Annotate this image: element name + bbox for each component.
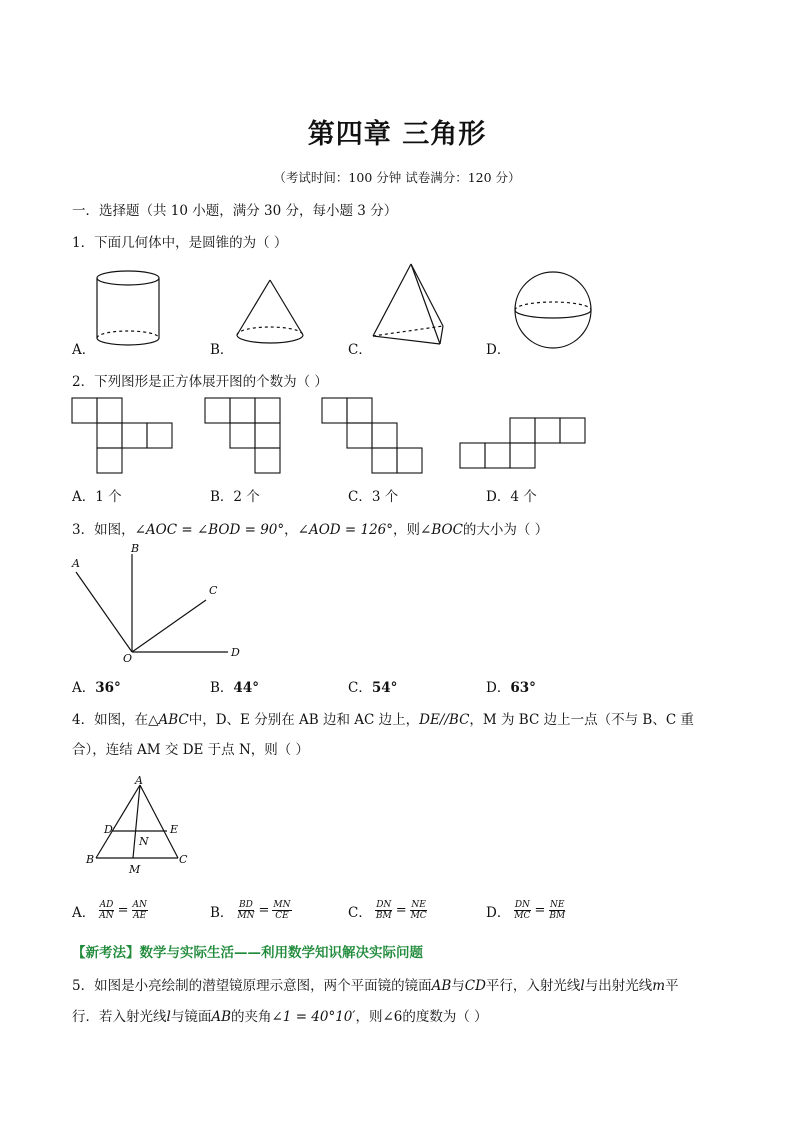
q4-option-c-fraction-2 [410, 900, 428, 921]
q3-option-b [210, 676, 259, 696]
q3-option-b-value: 44° [233, 680, 259, 696]
q3-condition-2: ∠AOD = 126° [297, 522, 394, 538]
q4-option-a [72, 900, 148, 921]
q5-angle: ∠1 = 40°10′ [271, 1009, 356, 1025]
q3-suffix: 的大小为（ ） [462, 522, 549, 538]
q4-option-b-letter: B． [210, 904, 234, 921]
q3-option-c [348, 676, 397, 696]
q4-option-d-fraction-1 [513, 900, 531, 921]
q3-mid: ，则 [393, 522, 421, 538]
q5-text-d: 与出射光线 [584, 978, 653, 994]
cylinder-figure [97, 271, 159, 345]
section-heading: 一．选择题（共 10 小题，满分 30 分，每小题 3 分） [72, 203, 398, 219]
q4-parallel: DE//BC [419, 712, 470, 728]
q4-option-d-letter: D． [486, 904, 511, 921]
fraction-numerator: NE [411, 900, 426, 910]
q5-text-g: 与镜面 [170, 1009, 212, 1025]
q4-option-b-fraction-2 [272, 900, 291, 921]
q3-angle-figure [60, 540, 260, 665]
q1-option-b: B． [210, 342, 234, 358]
q4-option-b [210, 900, 292, 921]
fraction-denominator: MC [514, 911, 531, 921]
fraction-numerator: DN [376, 900, 392, 910]
equals-sign: = [534, 903, 546, 918]
q4-option-a-fraction-2 [132, 900, 148, 921]
q4-triangle: △ABC [148, 712, 189, 728]
question-4-line-2: 合），连结 AM 交 DE 于点 N，则（ ） [72, 742, 310, 758]
q4-label-c: C [179, 853, 188, 866]
q4-label-d: D [104, 823, 113, 836]
q5-text-h: 的夹角 [231, 1009, 272, 1025]
q5-l2: l [166, 1009, 171, 1025]
page-title: 第四章 三角形 [307, 119, 487, 150]
q3-prefix: 3．如图， [72, 522, 135, 538]
fraction-denominator: CE [275, 911, 289, 921]
cone-figure [237, 280, 303, 343]
q4-text-a: 4．如图，在 [72, 712, 149, 728]
q3-target: ∠BOC [420, 522, 463, 538]
q4-option-c-fraction-1 [375, 900, 393, 921]
q5-m: m [652, 978, 666, 994]
new-exam-topic: 数学与实际生活——利用数学知识解决实际问题 [139, 945, 423, 961]
q3-option-b-letter: B． [210, 680, 234, 696]
cube-net-2 [205, 398, 280, 473]
exam-info: （考试时间：100 分钟 试卷满分：120 分） [273, 170, 521, 185]
q5-cd: CD [464, 978, 486, 994]
q5-text-b: 与 [451, 978, 465, 994]
fraction-denominator: BM [549, 911, 566, 921]
q3-option-d [486, 676, 536, 696]
q5-text-e: 平 [665, 978, 679, 994]
pyramid-figure [373, 264, 443, 344]
q1-solids-figure [60, 258, 620, 358]
question-3-stem [72, 518, 548, 538]
q2-nets-figure [60, 390, 600, 480]
q5-text-c: 平行，入射光线 [485, 978, 581, 994]
question-4-line-1 [72, 708, 694, 728]
q5-text-i: ，则∠6的度数为（ ） [355, 1009, 488, 1025]
q2-option-b: B．2 个 [210, 489, 260, 505]
q3-label-b: B [131, 542, 140, 555]
q4-label-m: M [129, 863, 141, 876]
q4-option-d [486, 900, 566, 921]
q4-text-b: 中，D、E 分别在 AB 边和 AC 边上， [188, 712, 420, 728]
fraction-numerator: BD [239, 900, 253, 910]
q3-condition-1: ∠AOC = ∠BOD = 90° [134, 522, 285, 538]
q4-option-a-fraction-1 [98, 900, 114, 921]
q4-option-c-letter: C． [348, 904, 372, 921]
q4-text-c: ，M 为 BC 边上一点（不与 B、C 重 [469, 712, 694, 728]
sphere-figure [515, 272, 591, 348]
q4-label-b: B [86, 853, 95, 866]
q4-label-n: N [139, 835, 149, 848]
q2-option-d: D．4 个 [486, 489, 537, 505]
q4-triangle-figure [78, 775, 198, 880]
new-exam-banner [72, 941, 423, 961]
q1-option-a: A． [72, 342, 96, 358]
q4-label-a: A [135, 775, 143, 787]
q5-l: l [580, 978, 585, 994]
equals-sign: = [395, 903, 407, 918]
q5-text-a: 5．如图是小亮绘制的潜望镜原理示意图，两个平面镜的镜面 [72, 978, 432, 994]
q3-label-o: O [123, 652, 133, 665]
q3-option-a-letter: A． [72, 680, 96, 696]
fraction-numerator: DN [514, 900, 530, 910]
q4-option-d-fraction-2 [548, 900, 566, 921]
fraction-denominator: MN [237, 911, 255, 921]
cube-net-4 [460, 418, 585, 468]
q5-ab: AB [431, 978, 452, 994]
question-5-line-1 [72, 974, 679, 994]
q4-option-b-fraction-1 [236, 900, 255, 921]
cube-net-3 [322, 398, 422, 473]
fraction-denominator: BM [375, 911, 392, 921]
q4-option-a-letter: A． [72, 904, 96, 921]
fraction-numerator: NE [550, 900, 565, 910]
fraction-denominator: MC [410, 911, 427, 921]
cube-net-1 [72, 398, 172, 473]
q2-option-a: A．1 个 [72, 489, 122, 505]
equals-sign: = [258, 903, 270, 918]
q3-option-a [72, 676, 121, 696]
fraction-numerator: AN [132, 900, 147, 910]
q3-separator: ， [284, 522, 298, 538]
q5-text-f: 行．若入射光线 [72, 1009, 167, 1025]
equals-sign: = [117, 903, 129, 918]
q4-label-e: E [170, 823, 179, 836]
q3-label-a: A [72, 557, 80, 570]
q3-option-d-value: 63° [510, 680, 536, 696]
fraction-denominator: AE [133, 911, 147, 921]
fraction-denominator: AN [99, 911, 114, 921]
q1-option-c: C． [348, 342, 372, 358]
q5-ab2: AB [211, 1009, 231, 1025]
question-5-line-2 [72, 1005, 488, 1025]
q3-option-c-letter: C． [348, 680, 372, 696]
fraction-numerator: MN [273, 900, 291, 910]
q3-option-a-value: 36° [95, 680, 121, 696]
question-1-stem: 1．下面几何体中，是圆锥的为（ ） [72, 235, 288, 251]
q4-option-c [348, 900, 428, 921]
new-exam-tag: 【新考法】 [72, 945, 140, 961]
q3-label-d: D [231, 646, 240, 659]
q1-option-d: D． [486, 342, 511, 358]
question-2-stem: 2．下列图形是正方体展开图的个数为（ ） [72, 374, 328, 390]
q3-option-d-letter: D． [486, 680, 511, 696]
q3-option-c-value: 54° [371, 680, 398, 696]
fraction-numerator: AD [99, 900, 114, 910]
q2-option-c: C．3 个 [348, 489, 399, 505]
q3-label-c: C [209, 584, 218, 597]
